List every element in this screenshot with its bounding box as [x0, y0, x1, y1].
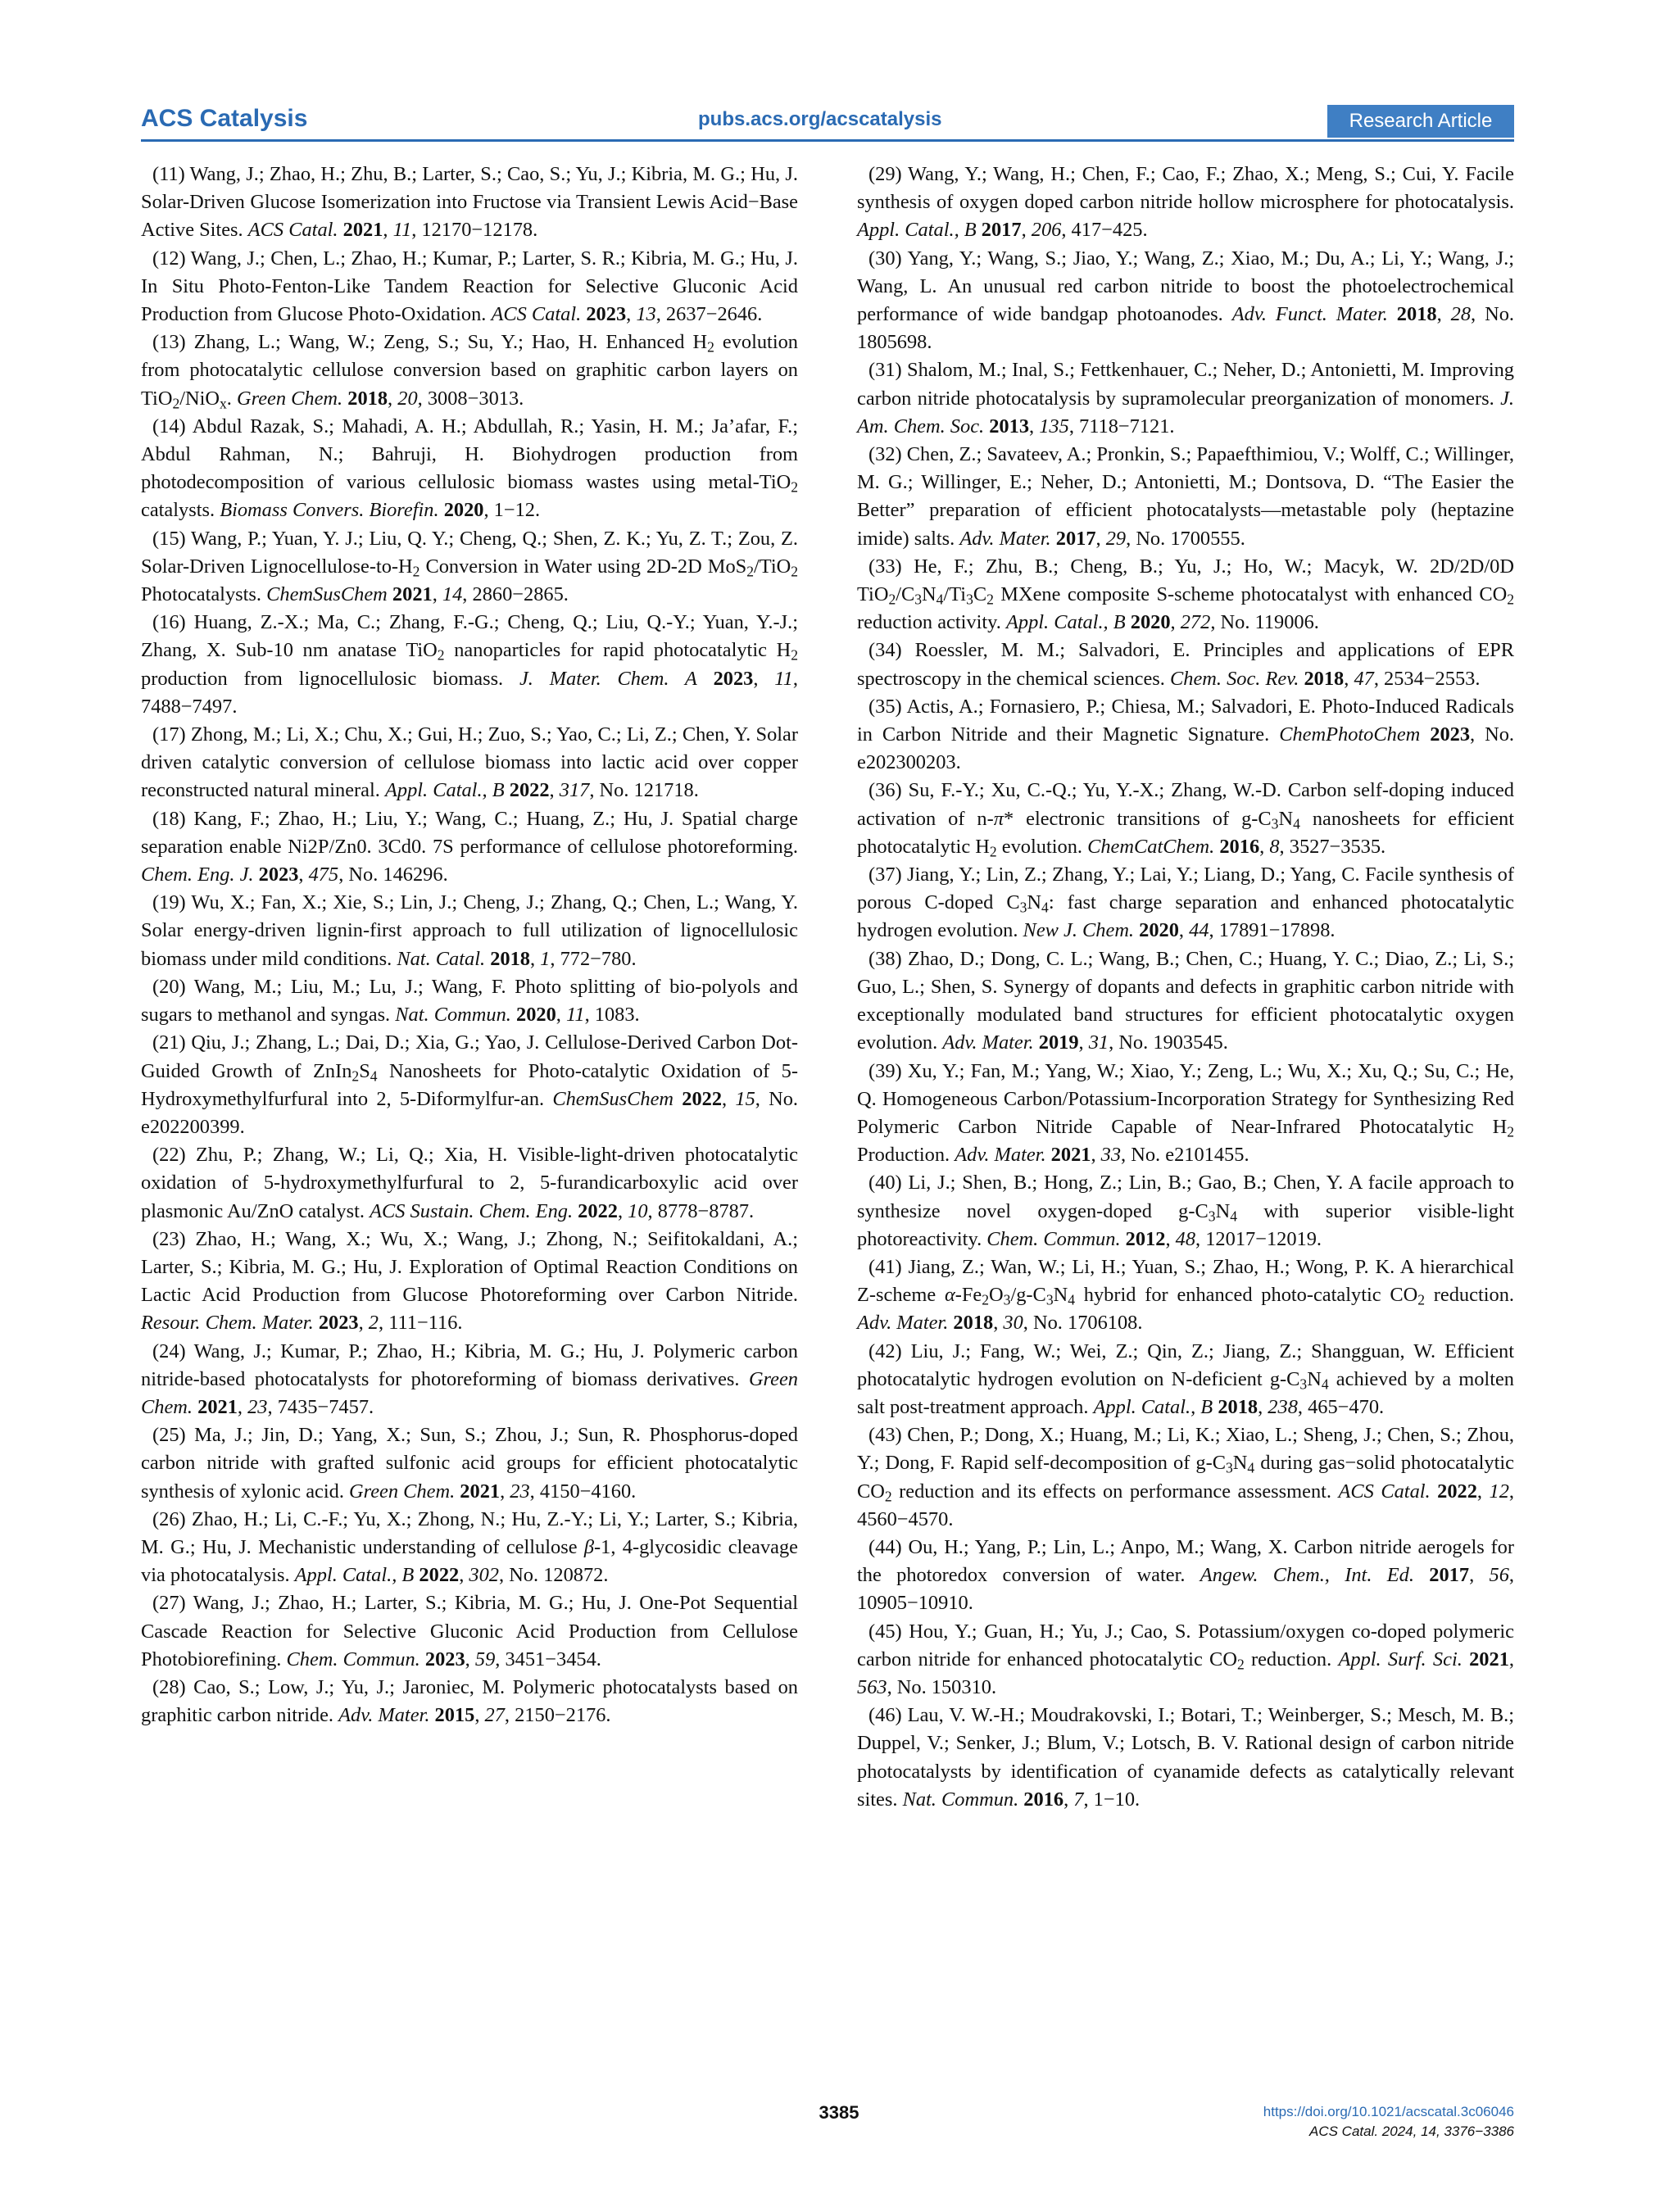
reference-entry: (29) Wang, Y.; Wang, H.; Chen, F.; Cao, F.; Zhao, X.; Meng, S.; Cui, Y. Facile synthesis of oxygen doped carbon nitride hollow microsphere for photocatalysis. Appl. Catal., B 2017, 206, 417−425.: [857, 163, 1514, 242]
reference-entry: (28) Cao, S.; Low, J.; Yu, J.; Jaroniec, M. Polymeric photocatalysts based on graphitic carbon nitride. Adv. Mater. 2015, 27, 2150−2176.: [141, 1675, 798, 1727]
references-left-column: [141, 161, 798, 1729]
page-number: 3385: [819, 2102, 859, 2123]
reference-entry: (11) Wang, J.; Zhao, H.; Zhu, B.; Larter, S.; Cao, S.; Yu, J.; Kibria, M. G.; Hu, J. Solar-Driven Glucose Isomerization into Fructose via Transient Lewis Acid−Base Active Sites. ACS Catal. 2021, 11, 12170−12178.: [141, 163, 798, 242]
journal-citation: ACS Catal. 2024, 14, 3376−3386: [1309, 2124, 1514, 2139]
reference-entry: (38) Zhao, D.; Dong, C. L.; Wang, B.; Chen, C.; Huang, Y. C.; Diao, Z.; Li, S.; Guo, L.; Shen, S. Synergy of dopants and defects in graphitic carbon nitride with exceptionally modulated band structures for efficient photocatalytic oxygen evolution. Adv. Mater. 2019, 31, No. 1903545.: [857, 947, 1514, 1054]
journal-site-link[interactable]: pubs.acs.org/acscatalysis: [698, 108, 942, 130]
reference-entry: (44) Ou, H.; Yang, P.; Lin, L.; Anpo, M.; Wang, X. Carbon nitride aerogels for the photoredox conversion of water. Angew. Chem., Int. Ed. 2017, 56, 10905−10910.: [857, 1535, 1514, 1615]
reference-entry: (32) Chen, Z.; Savateev, A.; Pronkin, S.; Papaefthimiou, V.; Wolff, C.; Willinger, M. G.; Willinger, E.; Neher, D.; Antonietti, M.; Dontsova, D. “The Easier the Better” preparation of efficient photocatalysts—metastable poly (heptazine imide) salts. Adv. Mater. 2017, 29, No. 1700555.: [857, 443, 1514, 550]
reference-entry: (30) Yang, Y.; Wang, S.; Jiao, Y.; Wang, Z.; Xiao, M.; Du, A.; Li, Y.; Wang, J.; Wang, L. An unusual red carbon nitride to boost the photoelectrochemical performance of wide bandgap photoanodes. Adv. Funct. Mater. 2018, 28, No. 1805698.: [857, 247, 1514, 354]
reference-entry: (45) Hou, Y.; Guan, H.; Yu, J.; Cao, S. Potassium/oxygen co-doped polymeric carbon nitride for enhanced photocatalytic $CO_2$ reduction. Appl. Surf. Sci. 2021, 563, No. 150310.: [857, 1620, 1514, 1698]
reference-entry: (26) Zhao, H.; Li, C.-F.; Yu, X.; Zhong, N.; Hu, Z.-Y.; Li, Y.; Larter, S.; Kibria, M. G.; Hu, J. Mechanistic understanding of cellulose β-1, 4-glycosidic cleavage via photocatalysis. Appl. Catal., B 2022, 302, No. 120872.: [141, 1507, 798, 1587]
reference-entry: (36) Su, F.-Y.; Xu, C.-Q.; Yu, Y.-X.; Zhang, W.-D. Carbon self-doping induced activation of n-π* electronic transitions of $g-C_3N_4$ nanosheets for efficient photocatalytic $H_2$ evolution. ChemCatChem. 2016, 8, 3527−3535.: [857, 779, 1514, 860]
article-type-badge: Research Article: [1327, 105, 1514, 138]
references-right-column: [857, 161, 1514, 1814]
reference-entry: (16) Huang, Z.-X.; Ma, C.; Zhang, F.-G.; Cheng, Q.; Liu, Q.-Y.; Yuan, Y.-J.; Zhang, X. Sub-10 nm anatase TiO$_2$ nanoparticles for rapid photocatalytic $H_2$ production from lignocellulosic biomass. J. Mater. Chem. A 2023, 11, 7488−7497.: [141, 611, 798, 718]
reference-entry: (39) Xu, Y.; Fan, M.; Yang, W.; Xiao, Y.; Zeng, L.; Wu, X.; Xu, Q.; Su, C.; He, Q. Homogeneous Carbon/Potassium-Incorporation Strategy for Synthesizing Red Polymeric Carbon Nitride Capable of Near-Infrared Photocatalytic $H_2$ Production. Adv. Mater. 2021, 33, No. e2101455.: [857, 1059, 1514, 1167]
header-rule: [141, 139, 1514, 142]
reference-entry: (14) Abdul Razak, S.; Mahadi, A. H.; Abdullah, R.; Yasin, H. M.; Ja’afar, F.; Abdul Rahman, N.; Bahruji, H. Biohydrogen production from photodecomposition of various cellulosic biomass wastes using metal-TiO$_2$ catalysts. Biomass Convers. Biorefin. 2020, 1−12.: [141, 415, 798, 522]
reference-entry: (41) Jiang, Z.; Wan, W.; Li, H.; Yuan, S.; Zhao, H.; Wong, P. K. A hierarchical Z-scheme $\alpha-Fe_2O_3/g-C_3N_4$ hybrid for enhanced photo-catalytic $CO_2$ reduction. Adv. Mater. 2018, 30, No. 1706108.: [857, 1255, 1514, 1335]
reference-entry: (33) He, F.; Zhu, B.; Cheng, B.; Yu, J.; Ho, W.; Macyk, W. 2D/2D/0D $TiO_2/C_3N_4/Ti_3C_2$ MXene composite S-scheme photocatalyst with enhanced $CO_2$ reduction activity. Appl. Catal., B 2020, 272, No. 119006.: [857, 555, 1514, 634]
reference-entry: (46) Lau, V. W.-H.; Moudrakovski, I.; Botari, T.; Weinberger, S.; Mesch, M. B.; Duppel, V.; Senker, J.; Blum, V.; Lotsch, B. V. Rational design of carbon nitride photocatalysts by identification of cyanamide defects as catalytically relevant sites. Nat. Commun. 2016, 7, 1−10.: [857, 1704, 1514, 1811]
reference-entry: (31) Shalom, M.; Inal, S.; Fettkenhauer, C.; Neher, D.; Antonietti, M. Improving carbon nitride photocatalysis by supramolecular preorganization of monomers. J. Am. Chem. Soc. 2013, 135, 7118−7121.: [857, 359, 1514, 437]
reference-entry: (27) Wang, J.; Zhao, H.; Larter, S.; Kibria, M. G.; Hu, J. One-Pot Sequential Cascade Reaction for Selective Gluconic Acid Production from Cellulose Photobiorefining. Chem. Commun. 2023, 59, 3451−3454.: [141, 1592, 798, 1670]
reference-entry: (18) Kang, F.; Zhao, H.; Liu, Y.; Wang, C.; Huang, Z.; Hu, J. Spatial charge separation enable Ni2P/Zn0. 3Cd0. 7S performance of cellulose photoreforming. Chem. Eng. J. 2023, 475, No. 146296.: [141, 807, 798, 886]
reference-entry: (24) Wang, J.; Kumar, P.; Zhao, H.; Kibria, M. G.; Hu, J. Polymeric carbon nitride-based photocatalysts for photoreforming of biomass derivatives. Green Chem. 2021, 23, 7435−7457.: [141, 1339, 798, 1418]
reference-entry: (17) Zhong, M.; Li, X.; Chu, X.; Gui, H.; Zuo, S.; Yao, C.; Li, Z.; Chen, Y. Solar driven catalytic conversion of cellulose biomass into lactic acid over copper reconstructed natural mineral. Appl. Catal., B 2022, 317, No. 121718.: [141, 723, 798, 802]
footer-citation-block: [1263, 2102, 1514, 2142]
reference-entry: (43) Chen, P.; Dong, X.; Huang, M.; Li, K.; Xiao, L.; Sheng, J.; Chen, S.; Zhou, Y.; Dong, F. Rapid self-decomposition of $g-C_3N_4$ during gas−solid photocatalytic $CO_2$ reduction and its effects on performance assessment. ACS Catal. 2022, 12, 4560−4570.: [857, 1424, 1514, 1530]
reference-entry: (35) Actis, A.; Fornasiero, P.; Chiesa, M.; Salvadori, E. Photo-Induced Radicals in Carbon Nitride and their Magnetic Signature. ChemPhotoChem 2023, No. e202300203.: [857, 695, 1514, 774]
doi-link[interactable]: https://doi.org/10.1021/acscatal.3c06046: [1263, 2104, 1514, 2119]
reference-entry: (40) Li, J.; Shen, B.; Hong, Z.; Lin, B.; Gao, B.; Chen, Y. A facile approach to synthesize novel oxygen-doped $g-C_3N_4$ with superior visible-light photoreactivity. Chem. Commun. 2012, 48, 12017−12019.: [857, 1172, 1514, 1250]
reference-entry: (42) Liu, J.; Fang, W.; Wei, Z.; Qin, Z.; Jiang, Z.; Shangguan, W. Efficient photocatalytic hydrogen evolution on N-deficient $g-C_3N_4$ achieved by a molten salt post-treatment approach. Appl. Catal., B 2018, 238, 465−470.: [857, 1339, 1515, 1418]
reference-entry: (21) Qiu, J.; Zhang, L.; Dai, D.; Xia, G.; Yao, J. Cellulose-Derived Carbon Dot-Guided Growth of $ZnIn_2S_4$ Nanosheets for Photo-catalytic Oxidation of 5-Hydroxymethylfurfural into 2, 5-Diformylfur-an. ChemSusChem 2022, 15, No. e202200399.: [141, 1031, 799, 1138]
journal-name[interactable]: ACS Catalysis: [141, 105, 308, 132]
reference-entry: (13) Zhang, L.; Wang, W.; Zeng, S.; Su, Y.; Hao, H. Enhanced $H_2$ evolution from photocatalytic cellulose conversion based on graphitic carbon layers on TiO$_2$/NiO$_x$. Green Chem. 2018, 20, 3008−3013.: [141, 331, 799, 412]
reference-entry: (23) Zhao, H.; Wang, X.; Wu, X.; Wang, J.; Zhong, N.; Seifitokaldani, A.; Larter, S.; Kibria, M. G.; Hu, J. Exploration of Optimal Reaction Conditions on Lactic Acid Production from Glucose Photoreforming over Carbon Nitride. Resour. Chem. Mater. 2023, 2, 111−116.: [141, 1227, 798, 1335]
reference-entry: (22) Zhu, P.; Zhang, W.; Li, Q.; Xia, H. Visible-light-driven photocatalytic oxidation of 5-hydroxymethylfurfural to 2, 5-furandicarboxylic acid over plasmonic Au/ZnO catalyst. ACS Sustain. Chem. Eng. 2022, 10, 8778−8787.: [141, 1144, 798, 1222]
reference-entry: (20) Wang, M.; Liu, M.; Lu, J.; Wang, F. Photo splitting of bio-polyols and sugars to methanol and syngas. Nat. Commun. 2020, 11, 1083.: [141, 975, 798, 1027]
page-header: [141, 103, 1514, 139]
reference-entry: (19) Wu, X.; Fan, X.; Xie, S.; Lin, J.; Cheng, J.; Zhang, Q.; Chen, L.; Wang, Y. Solar energy-driven lignin-first approach to full utilization of lignocellulosic biomass under mild conditions. Nat. Catal. 2018, 1, 772−780.: [141, 891, 798, 970]
reference-entry: (34) Roessler, M. M.; Salvadori, E. Principles and applications of EPR spectroscopy in the chemical sciences. Chem. Soc. Rev. 2018, 47, 2534−2553.: [857, 639, 1514, 690]
reference-entry: (25) Ma, J.; Jin, D.; Yang, X.; Sun, S.; Zhou, J.; Sun, R. Phosphorus-doped carbon nitride with grafted sulfonic acid groups for efficient photocatalytic synthesis of xylonic acid. Green Chem. 2021, 23, 4150−4160.: [141, 1424, 798, 1503]
reference-entry: (37) Jiang, Y.; Lin, Z.; Zhang, Y.; Lai, Y.; Liang, D.; Yang, C. Facile synthesis of porous C-doped $C_3N_4$: fast charge separation and enhanced photocatalytic hydrogen evolution. New J. Chem. 2020, 44, 17891−17898.: [857, 863, 1514, 942]
reference-entry: (12) Wang, J.; Chen, L.; Zhao, H.; Kumar, P.; Larter, S. R.; Kibria, M. G.; Hu, J. In Situ Photo-Fenton-Like Tandem Reaction for Selective Gluconic Acid Production from Glucose Photo-Oxidation. ACS Catal. 2023, 13, 2637−2646.: [141, 247, 798, 326]
reference-entry: (15) Wang, P.; Yuan, Y. J.; Liu, Q. Y.; Cheng, Q.; Shen, Z. K.; Yu, Z. T.; Zou, Z. Solar-Driven Lignocellulose-$to-H_2$ Conversion in Water using 2D-2D MoS$_2$/TiO$_2$ Photocatalysts. ChemSusChem 2021, 14, 2860−2865.: [141, 527, 798, 606]
